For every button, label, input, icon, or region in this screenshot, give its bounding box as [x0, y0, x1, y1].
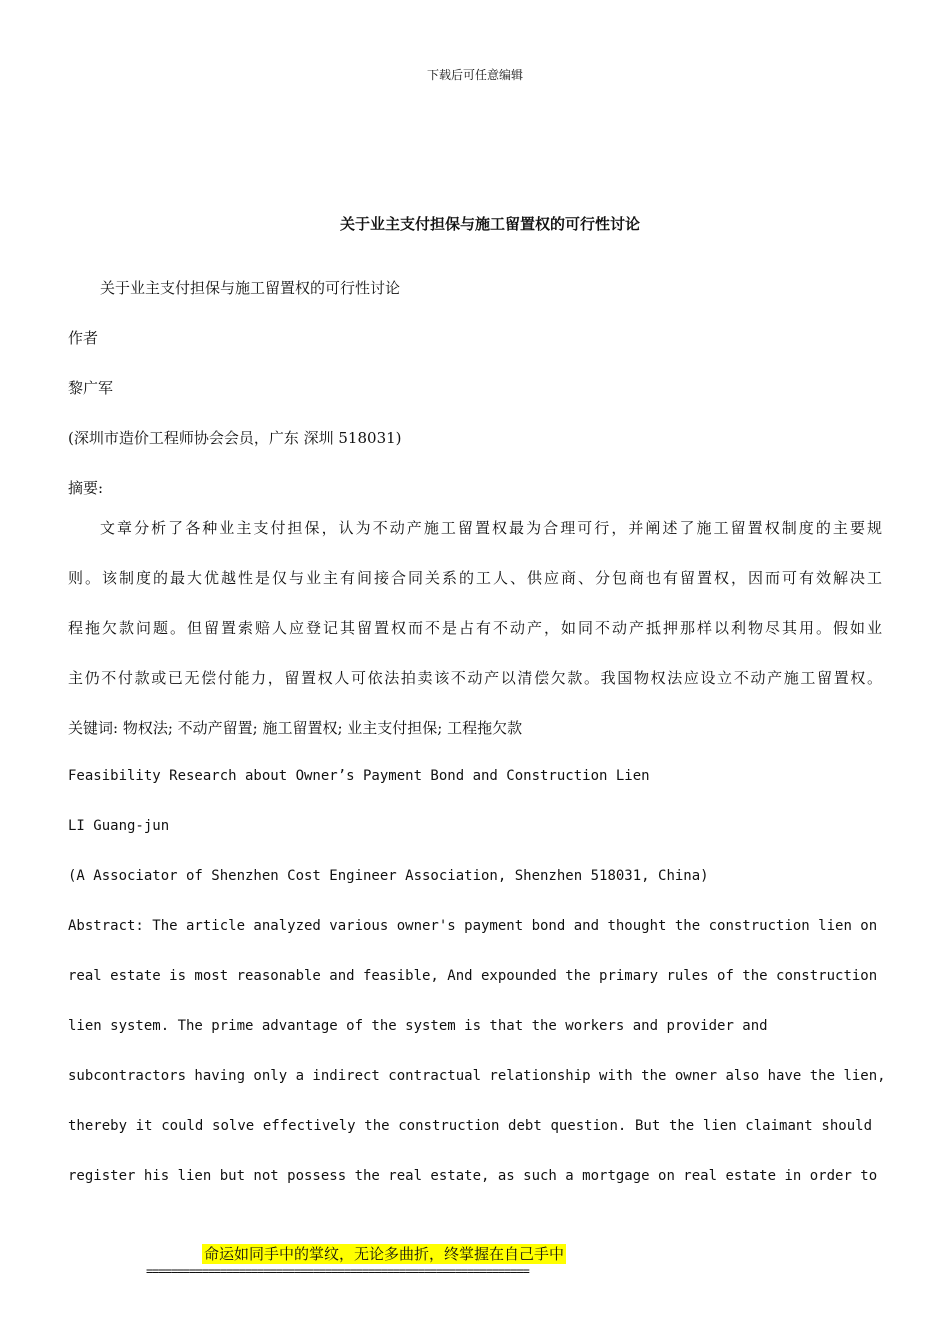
abstract-cn-line: 程拖欠款问题。但留置索赔人应登记其留置权而不是占有不动产，如同不动产抵押那样以利物尽其用。假如业	[68, 619, 882, 637]
abstract-cn-line: 则。该制度的最大优越性是仅与业主有间接合同关系的工人、供应商、分包商也有留置权，因而可有效解决工	[68, 569, 882, 587]
abstract-cn-line: 文章分析了各种业主支付担保，认为不动产施工留置权最为合理可行，并阐述了施工留置权制度的主要规	[100, 519, 882, 537]
author-label: 作者	[68, 329, 99, 347]
english-abstract-line: real estate is most reasonable and feasible, And expounded the primary rules of the construction	[68, 968, 878, 984]
abstract-label: 摘要:	[68, 479, 104, 497]
footer-quote: 命运如同手中的掌纹，无论多曲折，终掌握在自己手中	[204, 1245, 565, 1263]
keywords: 关键词: 物权法; 不动产留置; 施工留置权; 业主支付担保; 工程拖欠款	[68, 719, 523, 737]
english-author: LI Guang-jun	[68, 818, 170, 834]
author-name: 黎广军	[68, 379, 114, 397]
english-abstract-line: thereby it could solve effectively the construction debt question. But the lien claimant should	[68, 1118, 872, 1134]
english-title: Feasibility Research about Owner’s Payment Bond and Construction Lien	[68, 768, 650, 784]
english-affiliation: (A Associator of Shenzhen Cost Engineer Association, Shenzhen 518031, China)	[68, 868, 709, 884]
abstract-cn-line: 主仍不付款或已无偿付能力，留置权人可依法拍卖该不动产以清偿欠款。我国物权法应设立不动产施工留置权。	[68, 669, 882, 687]
header-note: 下载后可任意编辑	[426, 68, 523, 82]
affiliation: (深圳市造价工程师协会会员，广东 深圳 518031)	[68, 429, 402, 447]
footer-rule: ==============================================================	[146, 1264, 529, 1278]
english-abstract-line: lien system. The prime advantage of the system is that the workers and provider and	[68, 1018, 768, 1034]
english-abstract-line: subcontractors having only a indirect contractual relationship with the owner also have the lien,	[68, 1068, 886, 1084]
subtitle: 关于业主支付担保与施工留置权的可行性讨论	[100, 279, 401, 297]
document-title: 关于业主支付担保与施工留置权的可行性讨论	[339, 215, 640, 233]
english-abstract-line: Abstract: The article analyzed various owner's payment bond and thought the construction lien on	[68, 918, 878, 934]
english-abstract-line: register his lien but not possess the real estate, as such a mortgage on real estate in order to	[68, 1168, 878, 1184]
